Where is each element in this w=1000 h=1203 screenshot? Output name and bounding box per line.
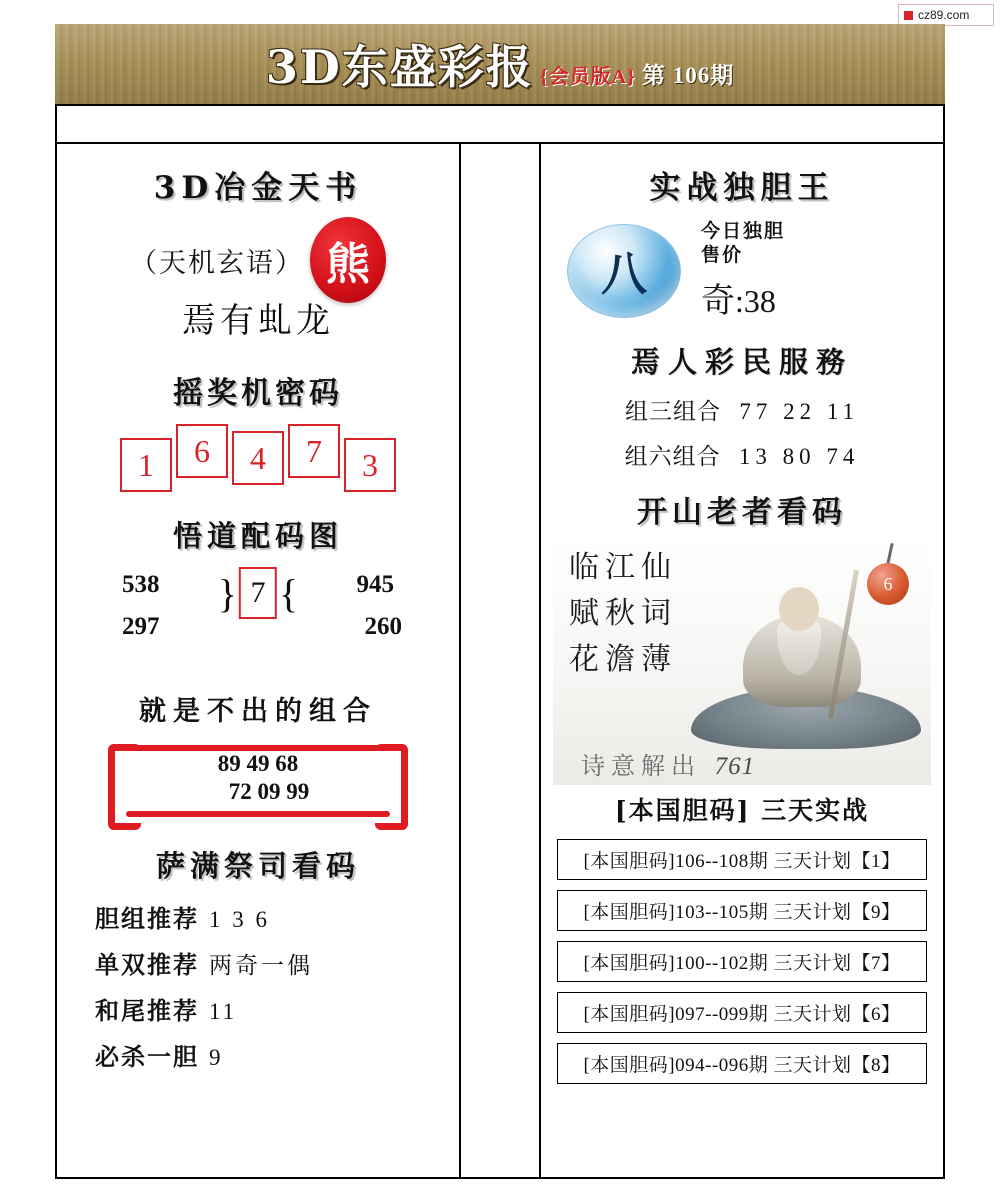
pair-center-brace — [218, 567, 298, 619]
middle-divider-column — [461, 144, 541, 1177]
poem-answer-label: 诗意解出 — [581, 752, 701, 780]
lottery-ball — [567, 224, 681, 318]
brace-left-glyph: } — [217, 570, 237, 616]
price-label-line-2: 售价 — [701, 244, 744, 266]
list-item: [本国胆码]097--099期 三天计划【6】 — [557, 992, 927, 1033]
sage-head-shape — [779, 587, 819, 631]
combo-row — [553, 393, 931, 426]
combo-values: 13 80 74 — [738, 444, 860, 469]
list-item — [95, 945, 449, 980]
watermark-text: cz89.com — [918, 8, 970, 22]
poem-answer-number: 761 — [714, 753, 756, 780]
edition-badge: {会员版A} — [539, 66, 636, 88]
right-column — [541, 144, 943, 1177]
recommendation-label: 和尾推荐 — [95, 996, 199, 1025]
pair-top-left: 538 — [122, 571, 160, 598]
list-item: [本国胆码]094--096期 三天计划【8】 — [557, 1043, 927, 1084]
price-label-line-1: 今日独胆 — [701, 220, 786, 242]
machine-code-row — [67, 428, 449, 492]
list-item — [95, 899, 449, 934]
gong-number: 6 — [883, 573, 893, 594]
pair-chart — [108, 571, 408, 661]
poem-illustration — [553, 535, 931, 785]
list-item — [95, 1037, 449, 1072]
machine-code-digit: 1 — [120, 438, 172, 492]
combo-label: 组六组合 — [624, 444, 721, 470]
right-section-title-single-pick: 实战独胆王 — [649, 170, 835, 206]
site-watermark — [898, 4, 994, 26]
price-prefix: 奇 — [701, 281, 735, 321]
poem-answer — [581, 746, 755, 781]
right-section-title-old-master: 开山老者看码 — [637, 495, 847, 530]
sage-illustration — [691, 569, 921, 749]
excluded-combos-row-2: 72 09 99 — [228, 779, 310, 804]
service-slogan: 焉人彩民服務 — [630, 345, 853, 379]
recommendation-value: 11 — [209, 999, 238, 1024]
header-banner-inner — [266, 31, 734, 97]
excluded-combos-box — [108, 742, 408, 818]
frame-top-bar — [57, 106, 943, 144]
issue-number: 第 106期 — [641, 63, 735, 88]
pair-center-value: 7 — [239, 567, 277, 619]
lottery-ball-value: 八 — [601, 246, 647, 301]
left-column — [57, 144, 461, 1177]
machine-code-digit: 4 — [232, 431, 284, 485]
brace-right-glyph: { — [279, 570, 299, 616]
excluded-combos-row-1: 89 49 68 — [217, 751, 299, 776]
machine-code-digit: 3 — [344, 438, 396, 492]
combo-values: 77 22 11 — [739, 399, 859, 424]
recommendation-label: 单双推荐 — [95, 950, 199, 979]
watermark-square-icon — [904, 11, 913, 20]
list-item: [本国胆码]103--105期 三天计划【9】 — [557, 890, 927, 931]
recommendation-value: 1 3 6 — [209, 907, 270, 932]
machine-code-digit: 6 — [176, 424, 228, 478]
red-line-bottom — [126, 811, 390, 817]
poem-line: 赋秋词 — [569, 596, 677, 631]
recommendation-label: 胆组推荐 — [95, 904, 199, 933]
list-item — [95, 991, 449, 1026]
right-section-title-three-day: [本国胆码] 三天实战 — [614, 796, 870, 825]
recommendation-list — [95, 899, 449, 1072]
header-banner — [55, 24, 945, 104]
excluded-combos-values — [108, 750, 408, 806]
pair-bottom-left: 297 — [122, 613, 160, 640]
combo-row — [553, 438, 931, 471]
single-pick-row — [553, 219, 931, 322]
page-title: 3D东盛彩报 — [265, 40, 534, 94]
recommendation-value: 9 — [209, 1045, 224, 1070]
left-section-title-machine-code: 摇奖机密码 — [173, 376, 343, 411]
brush-calligraphy-line: 焉有虬龙 — [182, 301, 334, 341]
price-value-row — [701, 273, 785, 322]
recommendation-value: 两奇一偶 — [209, 953, 313, 978]
three-day-plan-list — [553, 839, 931, 1084]
recommendation-label: 必杀一胆 — [95, 1042, 199, 1071]
price-block — [701, 219, 785, 322]
left-section-title-shaman: 萨满祭司看码 — [155, 849, 360, 883]
subtitle-and-seal-row — [67, 221, 449, 299]
red-seal-stamp — [310, 217, 386, 303]
list-item: [本国胆码]106--108期 三天计划【1】 — [557, 839, 927, 880]
left-subtitle: （天机玄语） — [130, 247, 304, 279]
poem-line: 临江仙 — [569, 550, 677, 585]
left-section-title-exclude: 就是不出的组合 — [139, 696, 377, 727]
columns-container — [57, 144, 943, 1177]
price-number: :38 — [735, 283, 776, 319]
machine-code-digit: 7 — [288, 424, 340, 478]
left-section-title-pair-chart: 悟道配码图 — [172, 519, 343, 553]
combo-label: 组三组合 — [625, 399, 722, 425]
left-section-title-metallurgy: 3D冶金天书 — [153, 170, 363, 206]
pair-bottom-right: 260 — [364, 613, 402, 640]
pair-top-right: 945 — [356, 571, 394, 598]
list-item: [本国胆码]100--102期 三天计划【7】 — [557, 941, 927, 982]
poem-text — [569, 545, 677, 683]
seal-character: 熊 — [326, 239, 370, 290]
poem-line: 花澹薄 — [569, 642, 677, 677]
content-frame — [55, 104, 945, 1179]
